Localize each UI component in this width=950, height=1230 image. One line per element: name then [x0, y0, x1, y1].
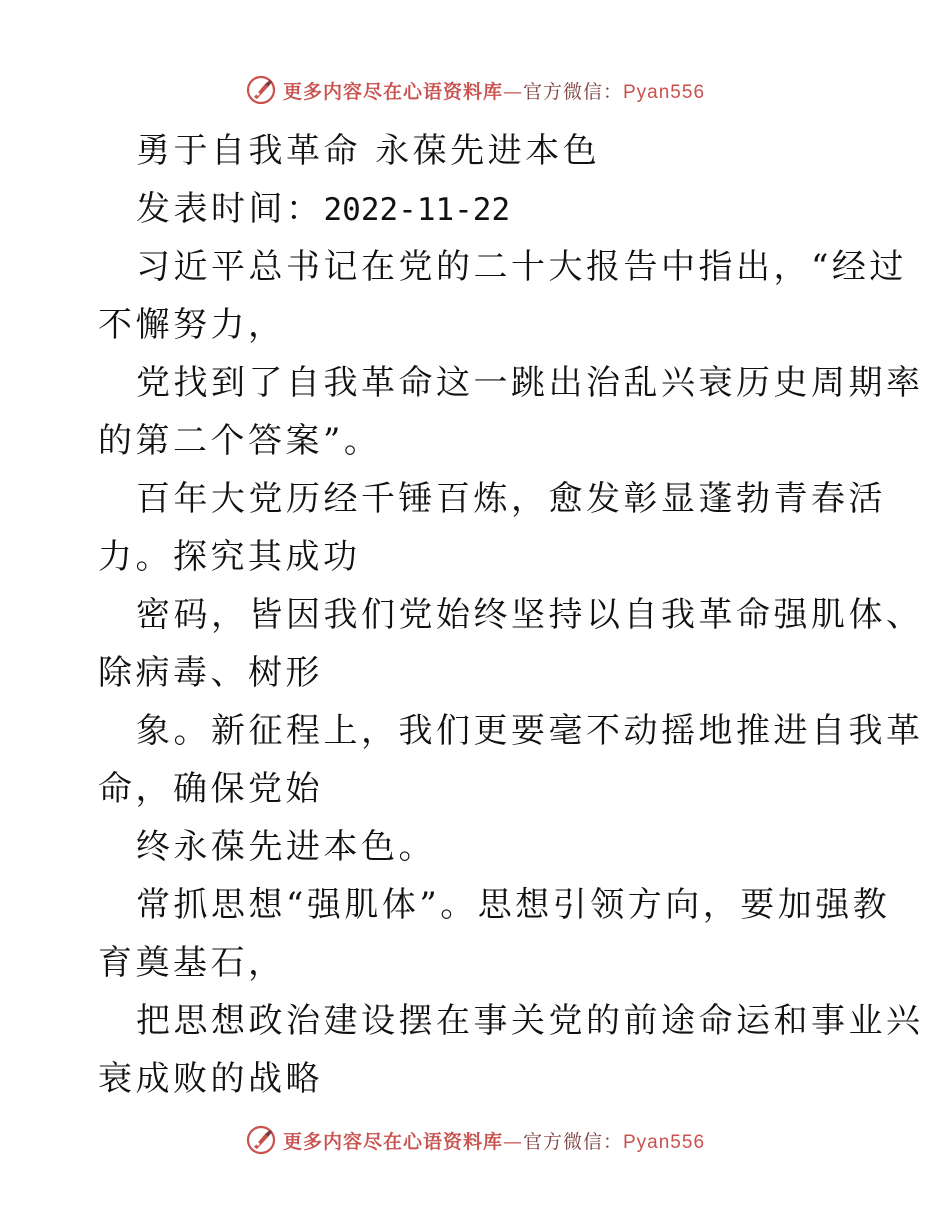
- paragraph-line: 常抓思想“强肌体”。思想引领方向，要加强教: [136, 885, 891, 925]
- paragraph-line: 把思想政治建设摆在事关党的前途命运和事业兴: [136, 1001, 924, 1041]
- paragraph-line: 百年大党历经千锤百炼，愈发彰显蓬勃青春活: [136, 479, 886, 519]
- paragraph-line: 象。新征程上，我们更要毫不动摇地推进自我革: [136, 711, 924, 751]
- paragraph-line: 不懈努力，: [98, 305, 286, 345]
- paragraph-line: 育奠基石，: [98, 943, 286, 983]
- paragraph-line: 密码，皆因我们党始终坚持以自我革命强肌体、: [136, 595, 924, 635]
- document-body: [98, 122, 924, 1108]
- watermark-id: Pyan556: [623, 81, 706, 103]
- pen-nib-logo-icon: [245, 1124, 277, 1156]
- watermark-label: 官方微信：: [522, 80, 623, 103]
- watermark-dash: —: [502, 80, 523, 103]
- watermark-dash: —: [502, 1130, 523, 1153]
- paragraph-line: 终永葆先进本色。: [136, 827, 436, 867]
- watermark-id: Pyan556: [623, 1131, 706, 1153]
- paragraph-line: 党找到了自我革命这一跳出治乱兴衰历史周期率: [136, 363, 924, 403]
- document-title: 勇于自我革命 永葆先进本色: [136, 131, 601, 171]
- paragraph-line: 衰成败的战略: [98, 1059, 323, 1099]
- paragraph-line: 习近平总书记在党的二十大报告中指出，“经过: [136, 247, 907, 287]
- footer-watermark: [0, 1122, 950, 1158]
- publish-date: [98, 180, 858, 238]
- date-value: 2022-11-22: [323, 192, 511, 228]
- header-watermark: [0, 72, 950, 108]
- watermark-text: 更多内容尽在心语资料库: [282, 80, 503, 103]
- paragraph-line: 除病毒、树形: [98, 653, 323, 693]
- paragraph-line: 力。探究其成功: [98, 537, 361, 577]
- paragraph-line: 的第二个答案”。: [98, 421, 382, 461]
- paragraph-line: 命，确保党始: [98, 769, 323, 809]
- watermark-label: 官方微信：: [522, 1130, 623, 1153]
- watermark-text: 更多内容尽在心语资料库: [282, 1130, 503, 1153]
- date-label: 发表时间：: [136, 189, 324, 229]
- pen-nib-logo-icon: [245, 74, 277, 106]
